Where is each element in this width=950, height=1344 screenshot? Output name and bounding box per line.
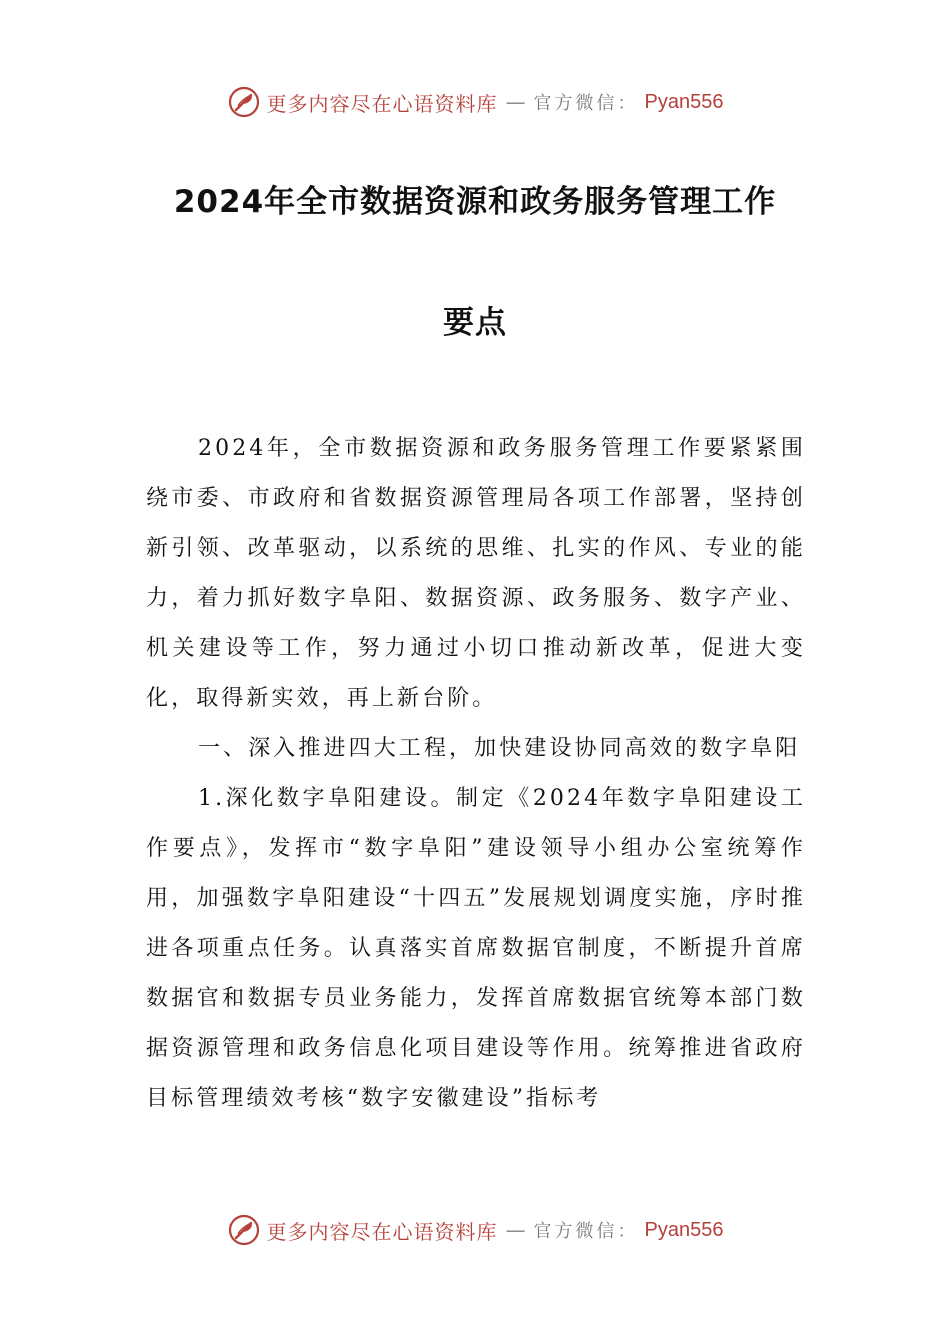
- watermark-wechat-id: Pyan556: [644, 1218, 724, 1241]
- watermark-label: 官方微信：: [533, 1221, 639, 1242]
- watermark-footer: [0, 1210, 950, 1250]
- watermark-text: 更多内容尽在心语资料库: [266, 91, 498, 116]
- watermark-text: 更多内容尽在心语资料库: [266, 1219, 498, 1244]
- watermark-label: 官方微信：: [533, 93, 639, 114]
- watermark-dash: —: [505, 90, 526, 114]
- quill-logo-icon: [227, 1213, 261, 1247]
- section-heading-1: 一、深入推进四大工程，加快建设协同高效的数字阜阳: [198, 736, 801, 761]
- document-title-line2: 要点: [443, 305, 507, 341]
- paragraph-item-1: 1.深化数字阜阳建设。制定《2024年数字阜阳建设工作要点》，发挥市“数字阜阳”建设领导小组办公室统筹作用，加强数字阜阳建设“十四五”发展规划调度实施，序时推进各项重点任务。认真落实首席数据官制度，不断提升首席数据官和数据专员业务能力，发挥首席数据官统筹本部门数据资源管理和政务信息化项目建设等作用。统筹推进省政府目标管理绩效考核“数字安徽建设”指标考: [146, 786, 806, 1111]
- watermark-wechat-id: Pyan556: [644, 90, 724, 113]
- watermark-header: [0, 82, 950, 122]
- document-body: [146, 424, 806, 1124]
- watermark-dash: —: [505, 1218, 526, 1242]
- document-title-line1: 2024年全市数据资源和政务服务管理工作: [173, 184, 777, 220]
- paragraph-intro: 2024年，全市数据资源和政务服务管理工作要紧紧围绕市委、市政府和省数据资源管理局各项工作部署，坚持创新引领、改革驱动，以系统的思维、扎实的作风、专业的能力，着力抓好数字阜阳、数据资源、政务服务、数字产业、机关建设等工作，努力通过小切口推动新改革，促进大变化，取得新实效，再上新台阶。: [146, 436, 806, 711]
- quill-logo-icon: [227, 85, 261, 119]
